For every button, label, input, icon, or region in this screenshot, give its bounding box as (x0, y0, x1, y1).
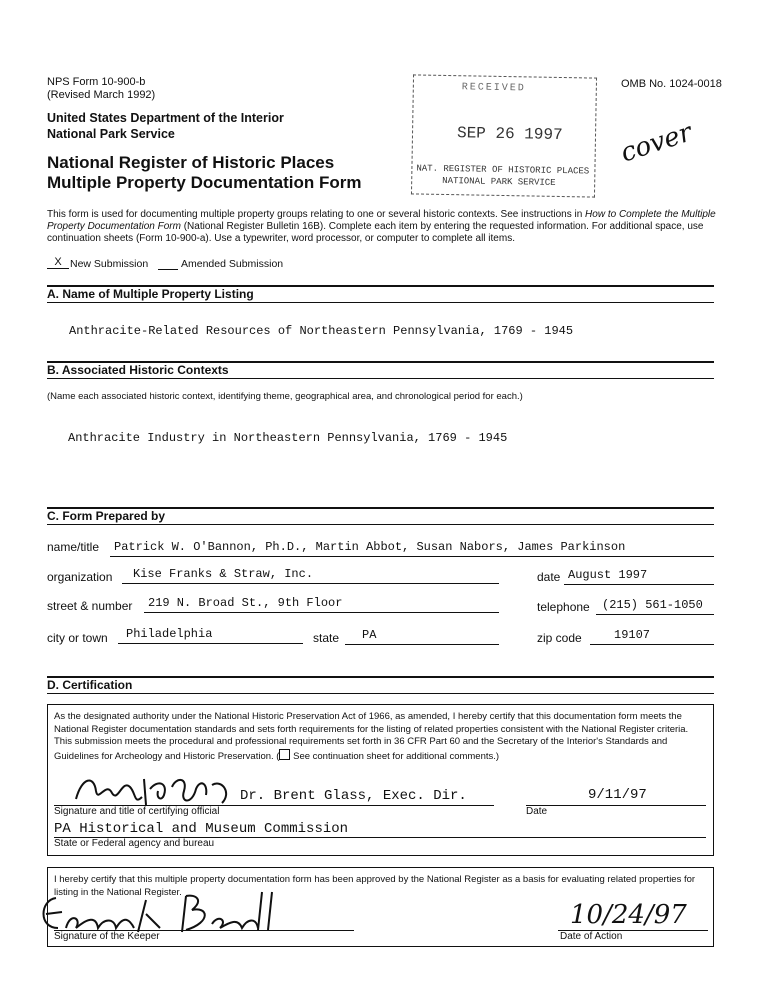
zip-label: zip code (537, 631, 582, 645)
intro-text-1: This form is used for documenting multiple property groups relating to one or several historic contexts. See instructions in (47, 209, 586, 220)
section-d-title: D. Certification (47, 678, 133, 692)
section-b-instruction: (Name each associated historic context, identifying theme, geographical area, and chronological period for each.) (47, 391, 523, 402)
certification-box (47, 704, 714, 856)
state-label: state (313, 631, 340, 645)
zip-underline (590, 644, 714, 645)
stamp-received: RECEIVED (461, 82, 526, 95)
section-c-title: C. Form Prepared by (47, 509, 166, 523)
multiple-property-name: Anthracite-Related Resources of Northeastern Pennsylvania, 1769 - 1945 (69, 324, 574, 338)
stamp-line-2: NATIONAL PARK SERVICE (442, 175, 556, 188)
section-d-rule-top (47, 676, 714, 678)
date-underline (564, 584, 714, 585)
cert-date-label: Date (526, 806, 548, 817)
new-submission-mark[interactable]: X (47, 256, 69, 269)
intro-italic: How to Complete the Multiple Property Documentation Form (47, 209, 716, 232)
intro-text-2: (National Register Bulletin 16B). Complete each item by entering the requested information. For additional space, use continuation sheets (Form 10-900-a). Use a typewriter, word processor, or computer to complete all items. (47, 221, 704, 244)
keeper-certification-text: I hereby certify that this multiple property documentation form has been approved by the National Register as a basis for evaluating related properties for listing in the National Register. (54, 874, 696, 898)
certification-statement-tail: See continuation sheet for additional comments.) (290, 750, 500, 762)
street-value[interactable]: 219 N. Broad St., 9th Floor (148, 596, 343, 610)
section-b-rule-bottom (47, 378, 714, 379)
name-title-value[interactable]: Patrick W. O'Bannon, Ph.D., Martin Abbot, Susan Nabors, James Parkinson (114, 540, 626, 554)
name-title-label: name/title (47, 540, 100, 554)
keeper-action-date: 10/24/97 (570, 900, 687, 930)
street-underline (144, 612, 499, 613)
section-d-rule-bottom (47, 693, 714, 694)
section-a-title: A. Name of Multiple Property Listing (47, 287, 254, 301)
stamp-date: SEP 26 1997 (456, 124, 563, 145)
form-title-1: National Register of Historic Places (47, 153, 335, 172)
telephone-value[interactable]: (215) 561-1050 (602, 598, 703, 612)
name-title-underline (110, 556, 714, 557)
form-title-2: Multiple Property Documentation Form (47, 173, 362, 192)
organization-label: organization (47, 570, 113, 584)
zip-value[interactable]: 19107 (614, 628, 651, 642)
new-submission-label: New Submission (70, 258, 149, 270)
state-value[interactable]: PA (362, 628, 377, 642)
section-c-rule-bottom (47, 524, 714, 525)
section-a-rule-bottom (47, 302, 714, 303)
handwritten-note: cover (617, 117, 696, 169)
street-label: street & number (47, 599, 133, 613)
omb-number: OMB No. 1024-0018 (621, 78, 722, 90)
agency-label: State or Federal agency and bureau (54, 838, 215, 849)
city-underline (118, 643, 303, 644)
certification-text (54, 711, 704, 763)
keeper-box (47, 867, 714, 947)
signature-title-label: Signature and title of certifying official (54, 806, 220, 817)
department: United States Department of the Interior (47, 111, 284, 125)
state-underline (345, 644, 499, 645)
organization-value[interactable]: Kise Franks & Straw, Inc. (133, 567, 314, 581)
date-label: date (537, 570, 561, 584)
amended-submission-mark[interactable] (158, 256, 178, 270)
keeper-signature-label: Signature of the Keeper (54, 931, 160, 942)
date-value[interactable]: August 1997 (568, 568, 648, 582)
city-label: city or town (47, 631, 108, 645)
city-value[interactable]: Philadelphia (126, 627, 213, 641)
certifier-date-underline (526, 805, 706, 806)
organization-underline (122, 583, 499, 584)
telephone-label: telephone (537, 600, 590, 614)
amended-submission-label: Amended Submission (181, 258, 284, 270)
service: National Park Service (47, 127, 175, 141)
form-revised: (Revised March 1992) (47, 89, 156, 101)
certifier-name: Dr. Brent Glass, Exec. Dir. (240, 788, 467, 804)
certification-date: 9/11/97 (588, 787, 647, 803)
form-number: NPS Form 10-900-b (47, 76, 146, 88)
section-b-title: B. Associated Historic Contexts (47, 363, 229, 377)
agency-value: PA Historical and Museum Commission (54, 821, 349, 837)
received-stamp (411, 74, 597, 197)
historic-context: Anthracite Industry in Northeastern Pennsylvania, 1769 - 1945 (68, 431, 508, 445)
stamp-line-1: NAT. REGISTER OF HISTORIC PLACES (416, 163, 590, 177)
certification-statement: As the designated authority under the National Historic Preservation Act of 1966, as amended, I hereby certify that this documentation form meets the National Register documentation standards and sets forth requirements for the listing of related properties consistent with the National Register criteria. This submission meets the procedural and professional requirements set forth in 36 CFR Part 60 and the Secretary of the Interior's Standards and Guidelines for Archeology and Historic Preservation. ( (54, 711, 689, 762)
intro-paragraph (47, 209, 717, 245)
telephone-underline (596, 614, 714, 615)
keeper-date-label: Date of Action (560, 931, 623, 942)
continuation-checkbox[interactable] (279, 749, 290, 760)
